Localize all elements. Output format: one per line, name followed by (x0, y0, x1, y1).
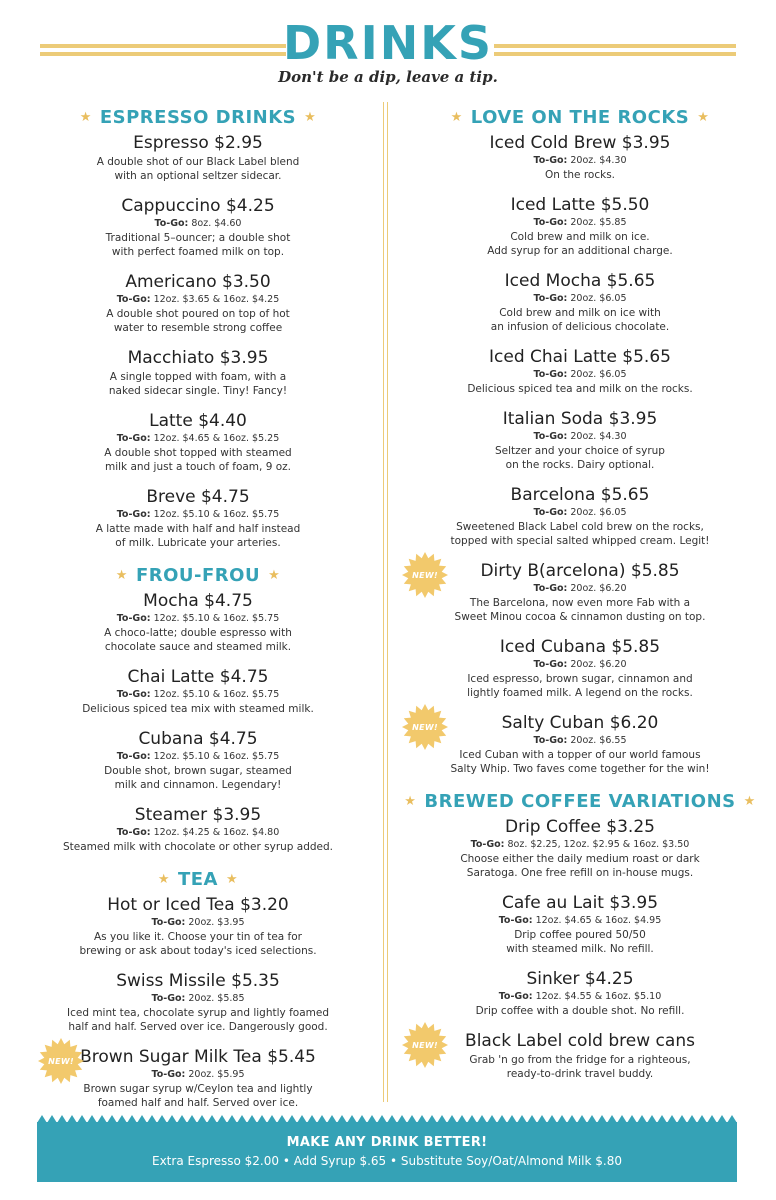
banner-text: Extra Espresso $2.00 • Add Syrup $.65 • Substitute Soy/Oat/Almond Milk $.80 (152, 1154, 622, 1168)
togo-label: To-Go: (151, 993, 186, 1004)
right-column (392, 100, 768, 1093)
banner-title: MAKE ANY DRINK BETTER! (286, 1135, 488, 1150)
star-icon: ★ (79, 109, 92, 125)
togo-label: To-Go: (470, 839, 505, 850)
togo-label: To-Go: (116, 294, 151, 305)
item-name-price: Steamer $3.95 (134, 805, 262, 825)
menu-item (20, 804, 376, 854)
togo-value: 12oz. $5.10 & 16oz. $5.75 (153, 613, 280, 624)
menu-section (20, 866, 376, 1110)
section-title: BREWED COFFEE VARIATIONS (424, 790, 736, 812)
menu-item (20, 728, 376, 792)
menu-item (20, 195, 376, 259)
item-togo-prices (392, 216, 768, 229)
item-name-price: Cappuccino $4.25 (121, 196, 275, 216)
menu-item (20, 486, 376, 550)
item-name-price: Iced Mocha $5.65 (504, 271, 656, 291)
new-badge (402, 704, 448, 750)
togo-value: 20oz. $6.05 (570, 293, 627, 304)
togo-label: To-Go: (533, 431, 568, 442)
item-togo-prices (20, 992, 376, 1005)
new-badge (38, 1038, 84, 1084)
item-togo-prices (20, 293, 376, 306)
menu-item (392, 132, 768, 182)
item-name-price: Breve $4.75 (146, 487, 250, 507)
left-column (20, 100, 376, 1122)
section-title: ESPRESSO DRINKS (99, 106, 297, 128)
item-togo-prices (392, 506, 768, 519)
tagline: Don't be a dip, leave a tip. (278, 68, 498, 86)
menu-item (392, 408, 768, 472)
togo-value: 12oz. $4.55 & 16oz. $5.10 (535, 991, 662, 1002)
item-description: Brown sugar syrup w/Ceylon tea and lightly foamed half and half. Served over ice. (83, 1083, 313, 1109)
upgrade-banner (37, 1122, 737, 1182)
item-description: Double shot, brown sugar, steamed milk and cinnamon. Legendary! (104, 765, 292, 791)
togo-label: To-Go: (498, 915, 533, 926)
item-description: Sweetened Black Label cold brew on the rocks, topped with special salted whipped cream. Legit! (450, 521, 710, 547)
item-description: The Barcelona, now even more Fab with a Sweet Minou cocoa & cinnamon dusting on top. (454, 597, 706, 623)
item-name-price: Mocha $4.75 (143, 591, 253, 611)
item-togo-prices (392, 990, 768, 1003)
togo-value: 20oz. $5.95 (188, 1069, 245, 1080)
item-description: A choco-latte; double espresso with chocolate sauce and steamed milk. (104, 627, 292, 653)
menu-item (392, 484, 768, 548)
menu-item (392, 1030, 768, 1081)
item-name-price: Iced Latte $5.50 (510, 195, 650, 215)
menu-item (20, 666, 376, 716)
item-name-price: Latte $4.40 (149, 411, 247, 431)
togo-value: 20oz. $6.20 (570, 583, 627, 594)
menu-header (0, 0, 776, 100)
new-badge-label: NEW! (412, 570, 438, 580)
togo-label: To-Go: (533, 659, 568, 670)
togo-value: 20oz. $4.30 (570, 431, 627, 442)
star-icon: ★ (268, 567, 281, 583)
togo-value: 12oz. $4.65 & 16oz. $5.25 (153, 433, 280, 444)
item-name-price: Hot or Iced Tea $3.20 (107, 895, 289, 915)
menu-section (392, 104, 768, 776)
menu-item (392, 636, 768, 700)
item-description: As you like it. Choose your tin of tea for brewing or ask about today's iced selections. (79, 931, 317, 957)
new-badge (402, 552, 448, 598)
togo-label: To-Go: (533, 155, 568, 166)
menu-item (392, 560, 768, 624)
togo-label: To-Go: (151, 1069, 186, 1080)
item-description: Drip coffee with a double shot. No refill. (475, 1005, 685, 1017)
togo-label: To-Go: (151, 917, 186, 928)
togo-label: To-Go: (533, 217, 568, 228)
item-togo-prices (20, 750, 376, 763)
item-description: Cold brew and milk on ice. Add syrup for an additional charge. (487, 231, 673, 257)
item-description: Delicious spiced tea mix with steamed milk. (82, 703, 314, 715)
column-divider-2 (387, 102, 388, 1102)
item-togo-prices (20, 612, 376, 625)
togo-value: 12oz. $3.65 & 16oz. $4.25 (153, 294, 280, 305)
item-togo-prices (392, 292, 768, 305)
menu-item (392, 194, 768, 258)
item-description: A double shot poured on top of hot water to resemble strong coffee (106, 308, 290, 334)
new-badge-label: NEW! (412, 1040, 438, 1050)
section-title: LOVE ON THE ROCKS (470, 106, 690, 128)
togo-label: To-Go: (116, 689, 151, 700)
item-description: Iced Cuban with a topper of our world famous Salty Whip. Two faves come together for the win! (450, 749, 710, 775)
item-description: Iced mint tea, chocolate syrup and lightly foamed half and half. Served over ice. Dangerously good. (67, 1007, 329, 1033)
section-header (20, 562, 376, 588)
new-badge-label: NEW! (412, 722, 438, 732)
new-badge-label: NEW! (48, 1056, 74, 1066)
item-name-price: Brown Sugar Milk Tea $5.45 (80, 1047, 316, 1067)
item-togo-prices (392, 658, 768, 671)
item-description: A double shot topped with steamed milk and just a touch of foam, 9 oz. (104, 447, 292, 473)
menu-item (20, 347, 376, 398)
star-icon: ★ (743, 793, 756, 809)
togo-value: 12oz. $5.10 & 16oz. $5.75 (153, 689, 280, 700)
item-togo-prices (20, 688, 376, 701)
menu-section (20, 562, 376, 854)
item-togo-prices (392, 368, 768, 381)
item-togo-prices (392, 838, 768, 851)
item-description: A single topped with foam, with a naked sidecar single. Tiny! Fancy! (108, 371, 288, 397)
item-description: Choose either the daily medium roast or dark Saratoga. One free refill on in-house mugs. (460, 853, 700, 879)
item-name-price: Swiss Missile $5.35 (116, 971, 280, 991)
section-title: FROU-FROU (135, 564, 261, 586)
togo-label: To-Go: (116, 509, 151, 520)
item-name-price: Espresso $2.95 (133, 133, 263, 153)
menu-item (20, 271, 376, 335)
togo-value: 20oz. $6.55 (570, 735, 627, 746)
item-togo-prices (20, 826, 376, 839)
togo-label: To-Go: (116, 751, 151, 762)
star-icon: ★ (304, 109, 317, 125)
togo-value: 20oz. $5.85 (188, 993, 245, 1004)
menu-item (20, 1046, 376, 1110)
menu-item (392, 892, 768, 956)
togo-label: To-Go: (116, 613, 151, 624)
togo-value: 20oz. $6.05 (570, 369, 627, 380)
star-icon: ★ (115, 567, 128, 583)
menu-item (392, 712, 768, 776)
togo-label: To-Go: (533, 507, 568, 518)
item-name-price: Americano $3.50 (125, 272, 271, 292)
togo-value: 20oz. $5.85 (570, 217, 627, 228)
page-title: DRINKS (283, 16, 493, 70)
togo-label: To-Go: (116, 433, 151, 444)
menu-section (392, 788, 768, 1081)
section-title: TEA (177, 868, 218, 890)
item-togo-prices (20, 432, 376, 445)
star-icon: ★ (697, 109, 710, 125)
item-name-price: Sinker $4.25 (526, 969, 634, 989)
menu-item (392, 270, 768, 334)
togo-label: To-Go: (533, 369, 568, 380)
item-description: Drip coffee poured 50/50 with steamed milk. No refill. (506, 929, 654, 955)
item-name-price: Drip Coffee $3.25 (505, 817, 655, 837)
menu-item (20, 894, 376, 958)
menu-item (392, 346, 768, 396)
section-header (392, 104, 768, 130)
togo-value: 12oz. $4.65 & 16oz. $4.95 (535, 915, 662, 926)
item-name-price: Black Label cold brew cans (465, 1031, 695, 1051)
banner-zigzag-edge (37, 1115, 737, 1123)
item-togo-prices (20, 916, 376, 929)
menu-item (20, 410, 376, 474)
star-icon: ★ (226, 871, 239, 887)
menu-item (392, 968, 768, 1018)
item-name-price: Italian Soda $3.95 (502, 409, 658, 429)
togo-value: 12oz. $5.10 & 16oz. $5.75 (153, 751, 280, 762)
column-divider (383, 102, 384, 1102)
togo-value: 20oz. $6.20 (570, 659, 627, 670)
item-togo-prices (392, 914, 768, 927)
item-description: Steamed milk with chocolate or other syrup added. (62, 841, 334, 853)
item-description: Cold brew and milk on ice with an infusion of delicious chocolate. (490, 307, 670, 333)
togo-label: To-Go: (533, 735, 568, 746)
item-description: Delicious spiced tea and milk on the rocks. (467, 383, 693, 395)
item-description: Seltzer and your choice of syrup on the rocks. Dairy optional. (495, 445, 665, 471)
item-description: Grab 'n go from the fridge for a righteous, ready-to-drink travel buddy. (469, 1054, 691, 1080)
section-header (20, 104, 376, 130)
item-name-price: Chai Latte $4.75 (127, 667, 269, 687)
item-togo-prices (392, 154, 768, 167)
item-name-price: Iced Cubana $5.85 (499, 637, 661, 657)
item-togo-prices (20, 508, 376, 521)
section-header (392, 788, 768, 814)
item-togo-prices (392, 582, 768, 595)
togo-value: 8oz. $2.25, 12oz. $2.95 & 16oz. $3.50 (507, 839, 690, 850)
togo-value: 20oz. $4.30 (570, 155, 627, 166)
star-icon: ★ (404, 793, 417, 809)
item-name-price: Cubana $4.75 (138, 729, 258, 749)
star-icon: ★ (157, 871, 170, 887)
star-icon: ★ (450, 109, 463, 125)
togo-label: To-Go: (154, 218, 189, 229)
item-togo-prices (20, 217, 376, 230)
item-togo-prices (392, 734, 768, 747)
togo-label: To-Go: (533, 583, 568, 594)
item-togo-prices (392, 430, 768, 443)
menu-section (20, 104, 376, 550)
item-name-price: Dirty B(arcelona) $5.85 (480, 561, 680, 581)
section-header (20, 866, 376, 892)
item-name-price: Cafe au Lait $3.95 (501, 893, 659, 913)
menu-item (20, 132, 376, 183)
togo-value: 12oz. $5.10 & 16oz. $5.75 (153, 509, 280, 520)
menu-item (20, 590, 376, 654)
item-name-price: Macchiato $3.95 (127, 348, 269, 368)
menu-item (20, 970, 376, 1034)
togo-label: To-Go: (116, 827, 151, 838)
item-description: A double shot of our Black Label blend with an optional seltzer sidecar. (96, 156, 300, 182)
togo-value: 8oz. $4.60 (191, 218, 242, 229)
new-badge (402, 1022, 448, 1068)
togo-label: To-Go: (498, 991, 533, 1002)
item-name-price: Iced Chai Latte $5.65 (489, 347, 671, 367)
item-description: On the rocks. (545, 169, 615, 181)
togo-label: To-Go: (533, 293, 568, 304)
menu-item (392, 816, 768, 880)
togo-value: 20oz. $6.05 (570, 507, 627, 518)
item-name-price: Iced Cold Brew $3.95 (489, 133, 671, 153)
item-description: Traditional 5–ouncer; a double shot with perfect foamed milk on top. (105, 232, 291, 258)
togo-value: 12oz. $4.25 & 16oz. $4.80 (153, 827, 280, 838)
item-description: Iced espresso, brown sugar, cinnamon and lightly foamed milk. A legend on the rocks. (467, 673, 693, 699)
item-name-price: Barcelona $5.65 (510, 485, 650, 505)
item-name-price: Salty Cuban $6.20 (501, 713, 659, 733)
togo-value: 20oz. $3.95 (188, 917, 245, 928)
item-description: A latte made with half and half instead of milk. Lubricate your arteries. (95, 523, 301, 549)
